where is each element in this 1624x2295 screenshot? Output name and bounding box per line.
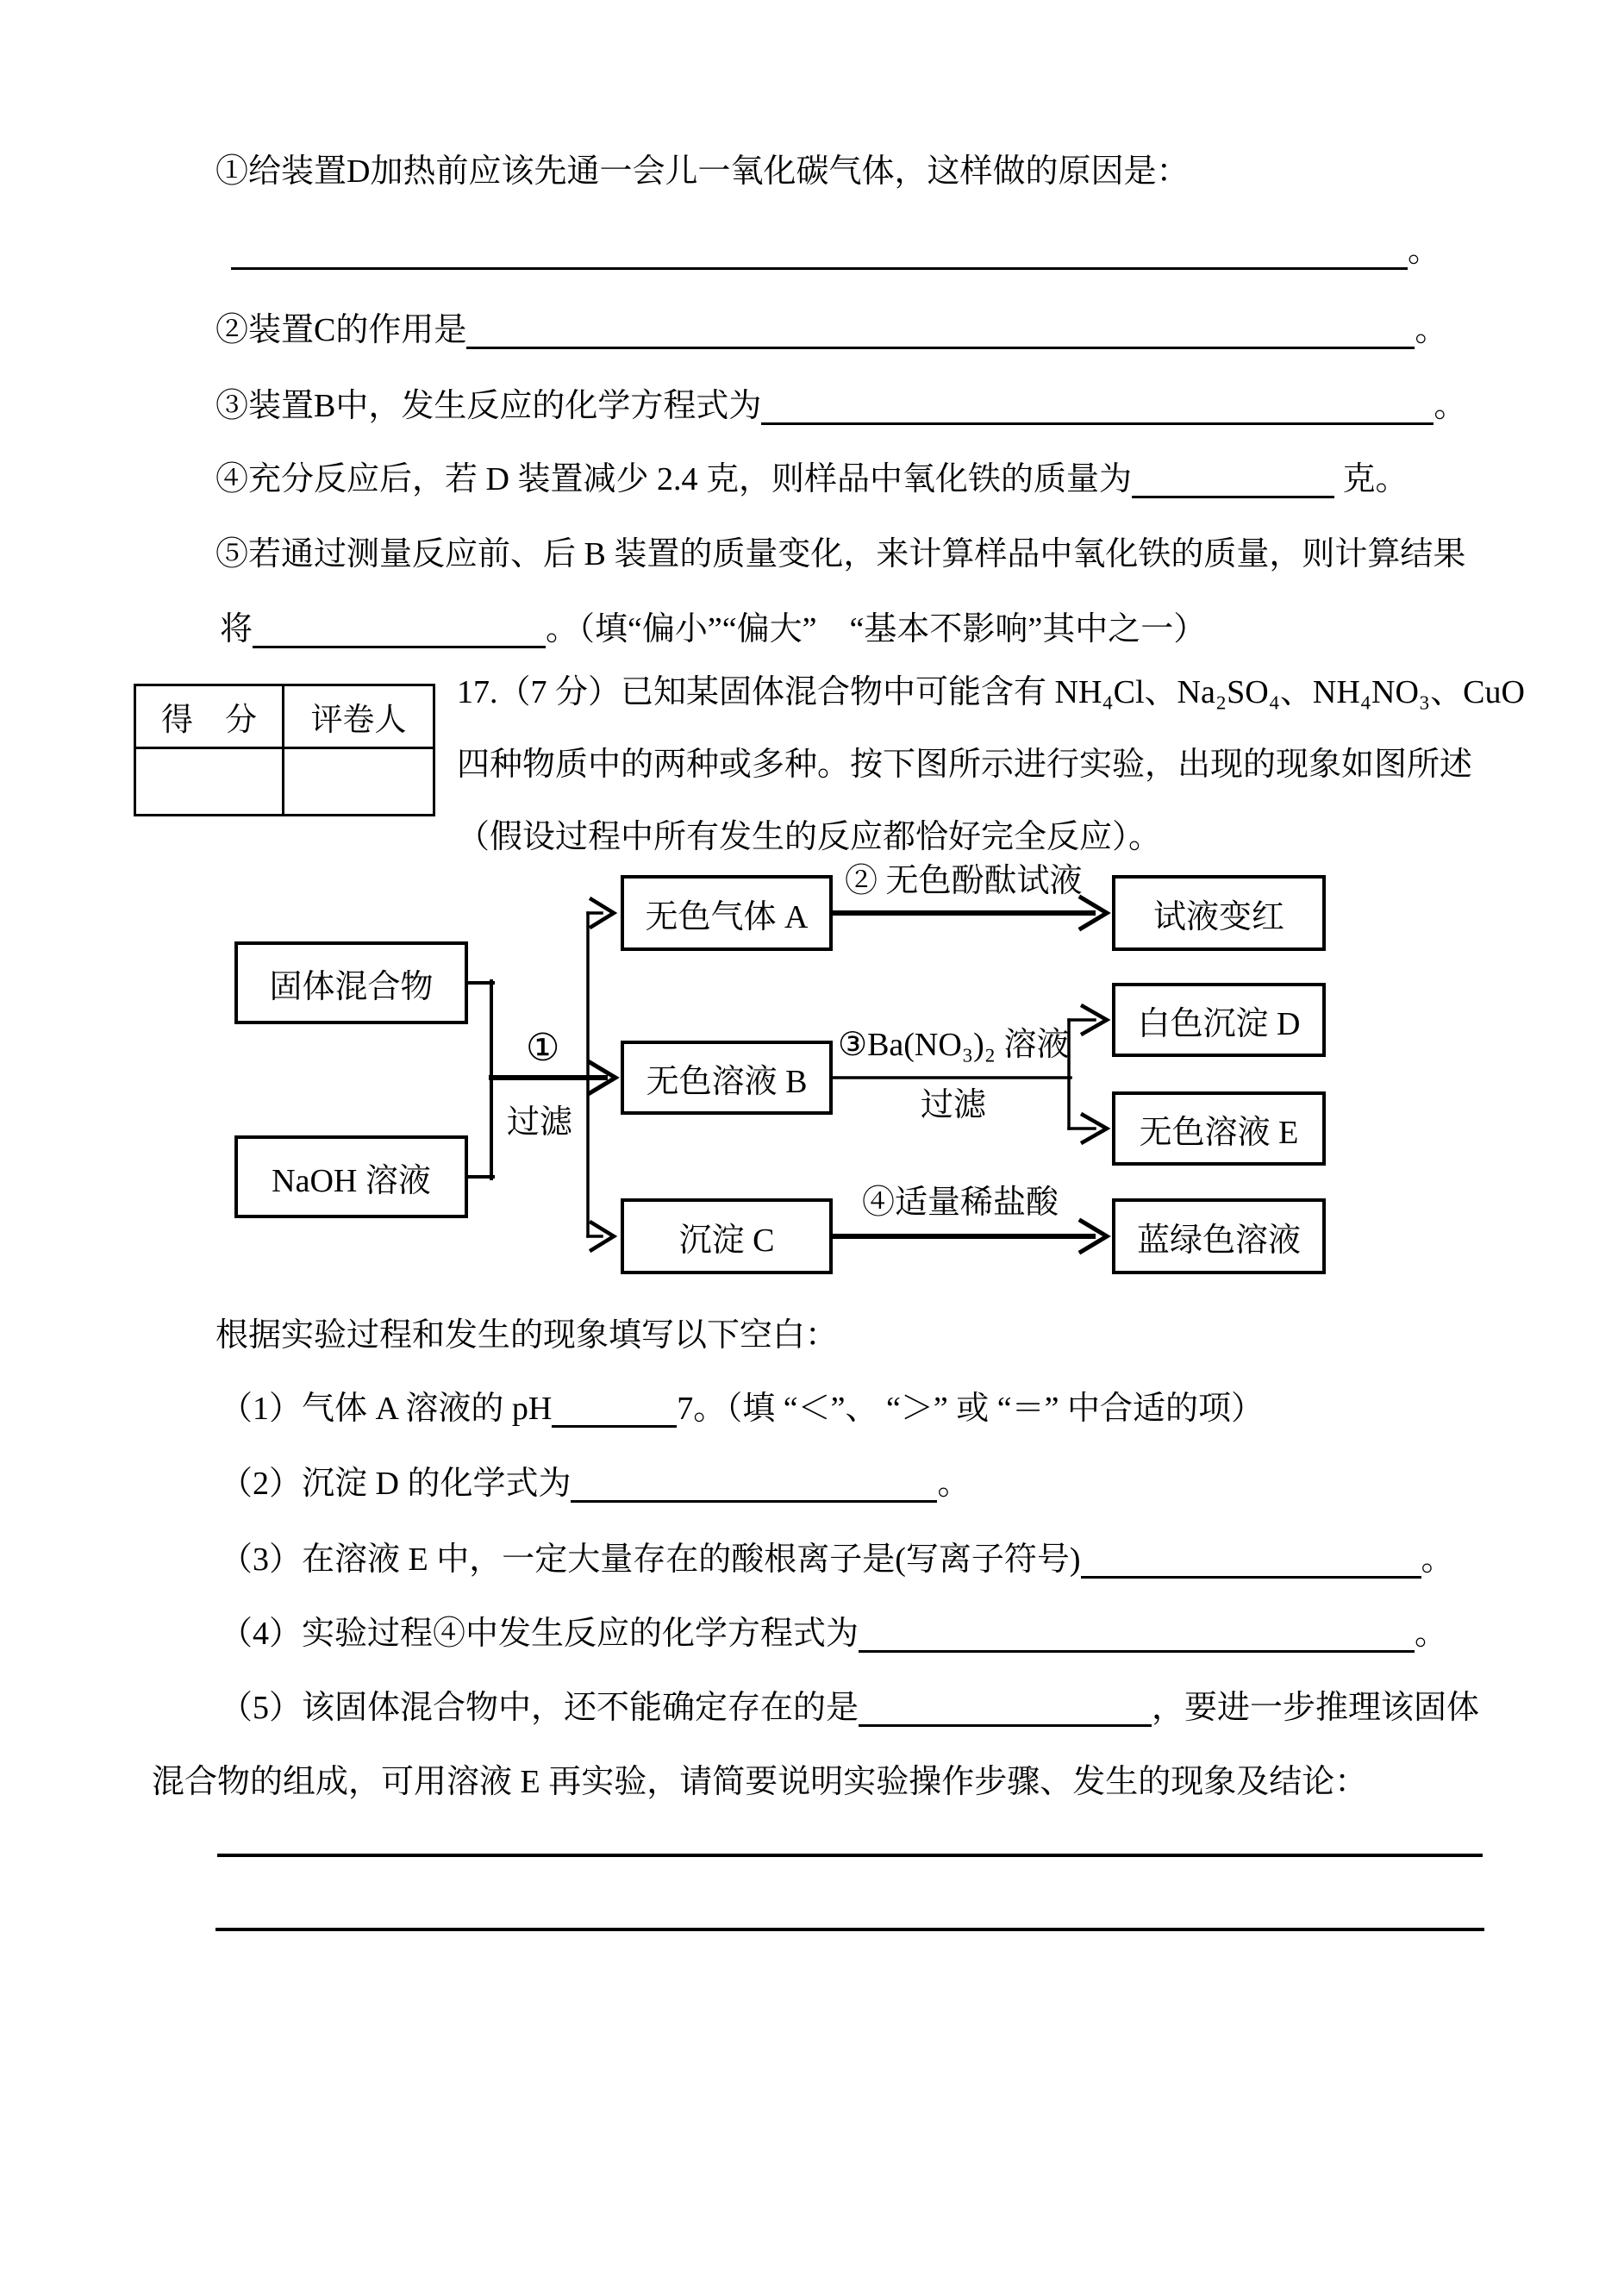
q17-stem-line3-text: （假设过程中所有发生的反应都恰好完全反应）。 (457, 819, 1162, 855)
q16-item3-text: ③装置B中，发生反应的化学方程式为 (215, 388, 762, 424)
q17-stem-line2-text: 四种物质中的两种或多种。按下图所示进行实验，出现的现象如图所述 (457, 747, 1473, 783)
q17-stem-line3 (457, 817, 1161, 859)
answer-blank (1081, 1543, 1421, 1579)
q17-sub2-end: 。 (937, 1466, 971, 1502)
flow-box-solution-b (621, 1041, 833, 1115)
q17-sub3-text: （3）在溶液 E 中，一定大量存在的酸根离子是(写离子符号) (220, 1541, 1081, 1578)
q16-item4 (215, 460, 1408, 501)
q17-sub5-cont (152, 1762, 1367, 1804)
q16-item4-text: ④充分反应后，若 D 装置减少 2.4 克，则样品中氧化铁的质量为 (215, 461, 1132, 497)
answer-blank (859, 1692, 1152, 1727)
flow-box-label: 试液变红 (1152, 898, 1284, 935)
q16-item1-blank-line (231, 231, 1440, 272)
q16-item5b-end: 。（填“偏小”“偏大” “基本不影响”其中之一） (546, 611, 1207, 647)
answer-blank (466, 314, 1415, 349)
q16-item4-end: 克。 (1334, 461, 1409, 497)
q17-sub5-end: ，要进一步推理该固体 (1152, 1690, 1480, 1726)
answer-blank (231, 235, 1408, 270)
q17-sub1-text: （1）气体 A 溶液的 pH (220, 1391, 553, 1427)
score-table (134, 684, 435, 816)
q17-sub3-end: 。 (1421, 1541, 1454, 1578)
q16-item1-text: ①给装置D加热前应该先通一会儿一氧化碳气体，这样做的原因是： (215, 153, 1190, 190)
flow-box-solid-mixture (234, 941, 468, 1024)
q16-item5-text: ⑤若通过测量反应前、后 B 装置的质量变化，来计算样品中氧化铁的质量，则计算结果 (215, 536, 1466, 572)
q16-item1-end: 。 (1408, 233, 1441, 269)
flow-label-step1-filter (507, 1105, 572, 1141)
answer-blank (1132, 463, 1334, 498)
q16-item3-end: 。 (1433, 388, 1467, 424)
q17-sub2-text: （2）沉淀 D 的化学式为 (220, 1466, 572, 1502)
score-header-grader: 评卷人 (284, 686, 433, 749)
q17-sub2 (220, 1464, 970, 1505)
q16-item5b (220, 610, 1206, 651)
flow-label-text: ③Ba(NO₃)₂ 溶液 (838, 1027, 1070, 1063)
flow-label-text: ① (526, 1027, 560, 1069)
flow-box-label: 无色溶液 E (1139, 1114, 1299, 1151)
score-cell-empty (136, 749, 284, 814)
q17-intro (215, 1316, 838, 1357)
q16-item5b-text: 将 (220, 611, 253, 647)
flow-label-step1 (526, 1028, 559, 1069)
q17-sub1-end: 7。（填 “＜”、 “＞” 或 “＝” 中合适的项） (677, 1391, 1264, 1427)
answer-blank (571, 1467, 937, 1503)
q17-sub4-end: 。 (1415, 1616, 1448, 1652)
answer-line-1 (217, 1854, 1483, 1857)
flow-box-gas-a (621, 875, 833, 951)
flow-label-text: ② 无色酚酞试液 (845, 863, 1083, 899)
flow-box-naoh (234, 1135, 468, 1218)
flow-label-text: ④适量稀盐酸 (862, 1185, 1059, 1221)
answer-blank (761, 390, 1433, 425)
q17-sub3 (220, 1540, 1454, 1581)
flow-label-step4 (862, 1185, 1059, 1222)
answer-blank (552, 1392, 677, 1428)
q17-sub5-cont-text: 混合物的组成，可用溶液 E 再实验，请简要说明实验操作步骤、发生的现象及结论： (152, 1764, 1368, 1800)
answer-blank (253, 613, 546, 648)
q17-sub5-text: （5）该固体混合物中，还不能确定存在的是 (220, 1690, 859, 1726)
answer-line-2 (215, 1928, 1484, 1931)
flow-box-label: NaOH 溶液 (272, 1162, 431, 1199)
flow-label-text: 过滤 (921, 1087, 987, 1123)
flow-box-label: 无色溶液 B (646, 1063, 808, 1100)
flow-box-bluegreen-solution (1112, 1198, 1326, 1274)
q16-item1 (215, 152, 1189, 193)
flow-box-solution-e (1112, 1091, 1326, 1166)
flow-box-precipitate-c (621, 1198, 833, 1274)
flow-box-red-indicator (1112, 875, 1326, 951)
q17-stem-line1 (457, 672, 1525, 714)
score-cell-empty (284, 749, 433, 814)
answer-blank (859, 1617, 1415, 1653)
q17-sub5 (220, 1688, 1479, 1729)
q17-stem-line1-text: 17.（7 分）已知某固体混合物中可能含有 NH₄Cl、Na₂SO₄、NH₄NO₃、CuO (457, 674, 1525, 710)
flow-box-label: 固体混合物 (269, 968, 434, 1005)
flow-box-precipitate-d (1112, 983, 1326, 1057)
flow-box-label: 白色沉淀 D (1137, 1005, 1301, 1042)
flow-label-step3-filter (921, 1088, 986, 1124)
q16-item5 (215, 535, 1465, 576)
q17-sub4-text: （4）实验过程④中发生反应的化学方程式为 (220, 1616, 859, 1652)
q17-sub4 (220, 1614, 1447, 1655)
flow-box-label: 蓝绿色溶液 (1136, 1222, 1301, 1259)
q16-item3 (215, 386, 1466, 428)
flow-label-step2 (845, 864, 1083, 900)
q16-item2-end: 。 (1415, 312, 1448, 348)
flow-box-label: 无色气体 A (645, 898, 809, 935)
q16-item2 (215, 310, 1447, 352)
flow-label-text: 过滤 (507, 1104, 573, 1141)
flow-label-step3 (838, 1028, 1069, 1064)
q17-intro-text: 根据实验过程和发生的现象填写以下空白： (215, 1317, 839, 1354)
q16-item2-text: ②装置C的作用是 (215, 312, 467, 348)
q17-stem-line2 (457, 745, 1472, 786)
score-header-score: 得 分 (136, 686, 284, 749)
flow-box-label: 沉淀 C (678, 1222, 775, 1259)
q17-sub1 (220, 1389, 1264, 1430)
